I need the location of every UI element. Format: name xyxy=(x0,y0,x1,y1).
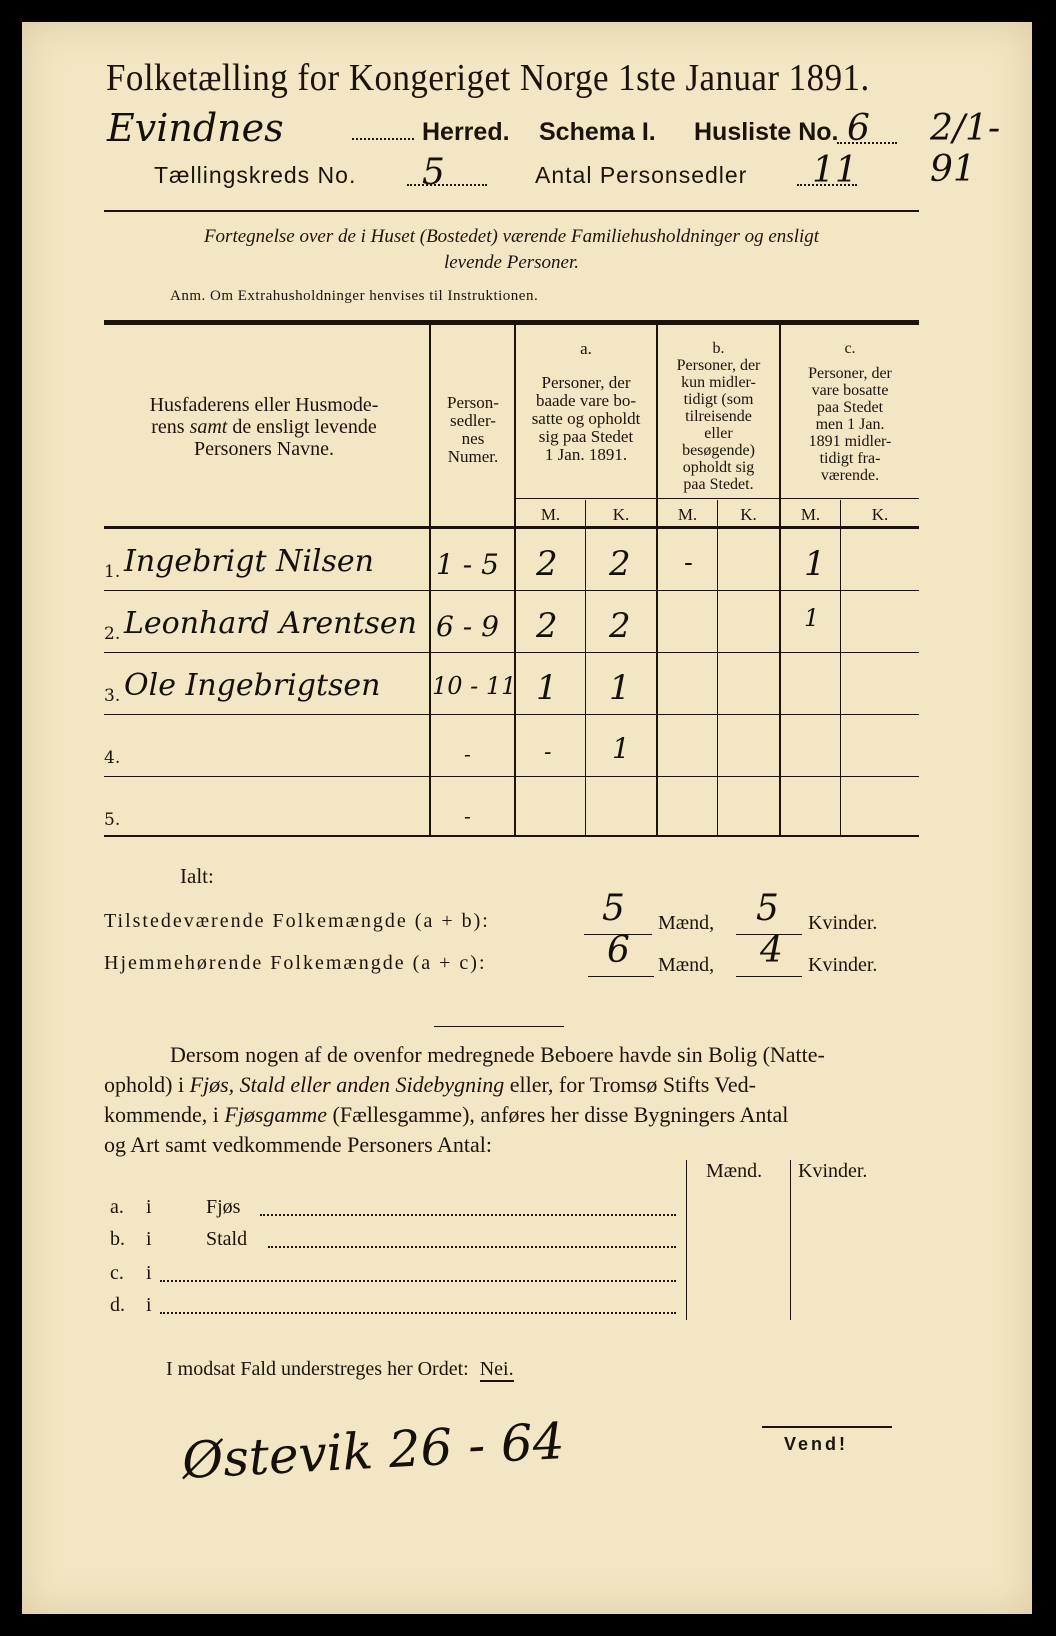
buildings-divider-2 xyxy=(790,1160,791,1320)
col-c-l2: vare bosatte xyxy=(811,382,889,399)
husliste-value: 6 xyxy=(847,108,870,149)
building-label: Stald xyxy=(206,1228,248,1250)
col-names-l2b: samt xyxy=(189,416,228,438)
vend-line xyxy=(762,1426,892,1428)
row-line-1 xyxy=(104,590,919,591)
col-names-l2a: rens xyxy=(151,416,190,438)
col-a-l4: sig paa Stedet xyxy=(538,427,634,446)
col-a-l2: baade vare bo- xyxy=(535,391,637,410)
buildings-maend-header: Mænd. xyxy=(706,1160,763,1182)
a-m-label: M. xyxy=(540,505,561,524)
row-c-m: 1 xyxy=(804,544,826,584)
col-c-l1: Personer, der xyxy=(808,365,892,382)
col-num-l1: Person- xyxy=(447,393,499,412)
col-names-header xyxy=(104,394,424,460)
hjemme-m-value: 6 xyxy=(607,930,630,971)
mk-header-line xyxy=(514,498,919,499)
hjemme-m-line xyxy=(588,976,654,977)
row-b-m: - xyxy=(684,548,693,578)
table-row xyxy=(104,664,919,714)
header-divider xyxy=(104,210,919,212)
building-letter: d. xyxy=(110,1294,125,1316)
row-line-2 xyxy=(104,652,919,653)
antal-label: Antal Personsedler xyxy=(535,162,748,188)
col-b-l5: eller xyxy=(704,425,733,442)
col-num-l3: nes xyxy=(461,429,485,448)
col-b-l8: paa Stedet. xyxy=(683,476,754,493)
col-c-l5: 1891 midler- xyxy=(808,433,892,450)
row-name: Ole Ingebrigtsen xyxy=(124,668,381,703)
husliste-label: Husliste No. xyxy=(694,118,839,146)
nei-word: Nei. xyxy=(479,1358,514,1380)
b-m-label: M. xyxy=(677,505,698,524)
vend-label: Vend! xyxy=(784,1434,849,1454)
hjemme-kvinder: Kvinder. xyxy=(808,954,878,976)
building-dots xyxy=(260,1214,676,1216)
table-header-rule xyxy=(104,526,919,529)
building-i: i xyxy=(146,1196,152,1218)
para-line4: og Art samt vedkommende Personers Antal: xyxy=(104,1132,492,1157)
row-num-range: 10 - 11 xyxy=(432,672,517,700)
building-letter: c. xyxy=(110,1262,124,1284)
col-c-header xyxy=(781,340,919,484)
col-a-l3: satte og opholdt xyxy=(531,409,641,428)
col-names-l1: Husfaderens eller Husmode- xyxy=(149,394,379,416)
col-b-header xyxy=(658,340,779,493)
col-a-l5: 1 Jan. 1891. xyxy=(544,445,628,464)
row-a-k: 2 xyxy=(609,606,631,646)
row-number: 4. xyxy=(104,748,121,768)
antal-value: 11 xyxy=(812,150,858,191)
para-l3a: kommende, i xyxy=(104,1102,225,1127)
building-i: i xyxy=(146,1294,152,1316)
building-i: i xyxy=(146,1262,152,1284)
section-divider xyxy=(434,1026,564,1027)
buildings-divider-1 xyxy=(686,1160,687,1320)
col-a-letter: a. xyxy=(580,339,592,358)
col-c-letter: c. xyxy=(844,340,856,357)
row-number: 1. xyxy=(104,562,121,582)
row-a-k: 2 xyxy=(609,544,631,584)
row-a-m: 2 xyxy=(536,544,558,584)
table-row xyxy=(104,788,919,835)
col-c-l7: værende. xyxy=(820,467,880,484)
herred-label: Herred. xyxy=(422,118,510,146)
ialt-label: Ialt: xyxy=(180,864,214,888)
col-a-header xyxy=(516,340,656,464)
row-number: 5. xyxy=(104,810,121,830)
col-num-header xyxy=(432,394,514,466)
subtitle-line2: levende Personer. xyxy=(443,252,580,273)
kreds-value: 5 xyxy=(422,152,445,193)
a-k-label: K. xyxy=(612,505,630,524)
col-names-l2 xyxy=(104,416,424,438)
hjemme-k-line xyxy=(736,976,802,977)
date-note: 2/1-91 xyxy=(930,108,1001,190)
para-l2a: ophold) i xyxy=(104,1072,190,1097)
modsat-line xyxy=(166,1358,514,1381)
para-l3b: Fjøsgamme xyxy=(224,1102,328,1127)
building-letter: b. xyxy=(110,1228,125,1250)
col-b-l1: Personer, der xyxy=(676,357,761,374)
col-names-l2c: de ensligt levende xyxy=(227,416,377,438)
para-line3 xyxy=(104,1100,919,1130)
census-form xyxy=(22,22,1032,1614)
building-row-a xyxy=(110,1196,680,1226)
col-b-l6: besøgende) xyxy=(682,442,755,459)
col-b-l7: opholdt sig xyxy=(682,459,755,476)
row-number: 2. xyxy=(104,624,121,644)
row-a-m: 1 xyxy=(536,668,558,708)
subtitle-line1: Fortegnelse over de i Huset (Bostedet) værende Familiehusholdninger og ensligt xyxy=(203,226,820,247)
c-k-label: K. xyxy=(871,505,889,524)
herred-dots xyxy=(352,138,414,140)
para-l3c: (Fællesgamme), anføres her disse Bygningers Antal xyxy=(327,1102,789,1127)
table-row xyxy=(104,602,919,652)
col-a-l1: Personer, der xyxy=(541,373,631,392)
schema-label: Schema I. xyxy=(539,118,656,146)
tilstede-kvinder: Kvinder. xyxy=(808,912,878,934)
archive-signature: Østevik 26 - 64 xyxy=(180,1412,566,1490)
hjemme-k-value: 4 xyxy=(760,930,783,971)
kreds-dots xyxy=(407,184,487,186)
table-bottom-rule xyxy=(104,835,919,837)
row-a-m: 2 xyxy=(536,606,558,646)
building-row-d xyxy=(110,1294,680,1324)
table-row xyxy=(104,726,919,776)
col-names-l3: Personers Navne. xyxy=(194,438,334,460)
building-label: Fjøs xyxy=(206,1196,241,1218)
anm-note: Anm. Om Extrahusholdninger henvises til Instruktionen. xyxy=(170,288,539,304)
row-a-k: 1 xyxy=(609,668,631,708)
building-row-b xyxy=(110,1228,680,1258)
para-line1: Dersom nogen af de ovenfor medregnede Beboere havde sin Bolig (Natte- xyxy=(170,1042,825,1067)
kreds-label: Tællingskreds No. xyxy=(154,162,357,188)
col-num-l2: sedler- xyxy=(450,411,496,430)
col-num-l4: Numer. xyxy=(447,447,499,466)
col-b-l3: tidigt (som xyxy=(683,391,754,408)
building-letter: a. xyxy=(110,1196,124,1218)
row-num-range: 6 - 9 xyxy=(436,610,499,643)
herred-value: Evindnes xyxy=(107,106,284,150)
row-a-m: - xyxy=(544,740,552,765)
row-line-3 xyxy=(104,714,919,715)
buildings-kvinder-header: Kvinder. xyxy=(798,1160,868,1182)
col-c-l6: tidigt fra- xyxy=(819,450,881,467)
para-line2 xyxy=(104,1070,919,1100)
hjemme-label: Hjemmehørende Folkemængde (a + c): xyxy=(104,952,487,974)
row-num-range: - xyxy=(464,804,471,828)
para-l2c: eller, for Tromsø Stifts Ved- xyxy=(504,1072,756,1097)
modsat-text: I modsat Fald understreges her Ordet: xyxy=(166,1358,469,1380)
col-b-l2: kun midler- xyxy=(681,374,756,391)
table-top-rule xyxy=(104,320,919,325)
row-number: 3. xyxy=(104,686,121,706)
col-c-l3: paa Stedet xyxy=(816,399,884,416)
row-c-m: 1 xyxy=(804,604,820,632)
col-b-letter: b. xyxy=(712,340,725,357)
tilstede-m-value: 5 xyxy=(602,888,625,929)
building-i: i xyxy=(146,1228,152,1250)
row-name: Ingebrigt Nilsen xyxy=(124,544,374,579)
row-name: Leonhard Arentsen xyxy=(124,606,417,641)
table-row xyxy=(104,540,919,590)
tilstede-maend: Mænd, xyxy=(658,912,715,934)
form-title: Folketælling for Kongeriget Norge 1ste Januar 1891. xyxy=(106,57,870,99)
col-b-l4: tilreisende xyxy=(685,408,752,425)
instructions-paragraph xyxy=(104,1040,919,1160)
building-dots xyxy=(160,1280,676,1282)
b-k-label: K. xyxy=(740,505,757,524)
c-m-label: M. xyxy=(800,505,821,524)
row-a-k: 1 xyxy=(612,732,630,765)
row-line-4 xyxy=(104,776,919,777)
hjemme-maend: Mænd, xyxy=(658,954,715,976)
col-c-l4: men 1 Jan. xyxy=(815,416,885,433)
building-row-c xyxy=(110,1262,680,1292)
tilstede-label: Tilstedeværende Folkemængde (a + b): xyxy=(104,910,490,932)
tilstede-k-value: 5 xyxy=(756,888,779,929)
building-dots xyxy=(160,1312,676,1314)
row-num-range: 1 - 5 xyxy=(436,548,499,581)
para-l2b: Fjøs, Stald eller anden Sidebygning xyxy=(189,1072,505,1097)
building-dots xyxy=(268,1246,676,1248)
row-num-range: - xyxy=(464,742,471,766)
